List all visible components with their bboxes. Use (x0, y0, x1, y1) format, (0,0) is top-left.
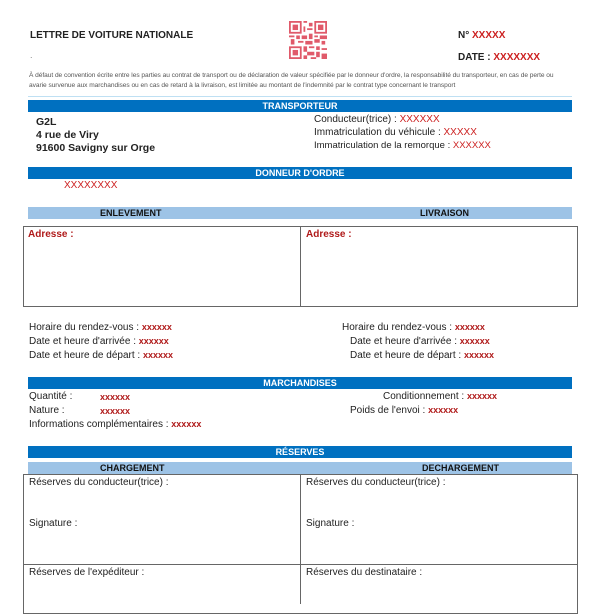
transporteur-heading: TRANSPORTEUR (28, 100, 572, 112)
driver-label: Conducteur(trice) : (314, 114, 397, 125)
divider (28, 96, 572, 97)
trailer-label: Immatriculation de la remorque : (314, 140, 451, 151)
weight-field (350, 405, 458, 416)
delivery-address-label[interactable]: Adresse : (306, 229, 352, 240)
pickup-rdv-label: Horaire du rendez-vous : (29, 322, 140, 333)
weight-value[interactable]: xxxxxx (428, 405, 459, 415)
disclaimer-line-1: À défaut de convention écrite entre les parties au contrat de transport ou de déclaration de valeur spécifiée par le donneur d'ordre, la responsabilité du transporteur, en cas de perte ou (29, 72, 554, 79)
delivery-departure-label: Date et heure de départ : (350, 350, 462, 361)
info-value[interactable]: xxxxxx (171, 419, 202, 429)
document-title: LETTRE DE VOITURE NATIONALE (30, 30, 194, 41)
qr-code-icon (289, 21, 327, 59)
reserves-row-divider (23, 564, 578, 565)
pickup-departure-label: Date et heure de départ : (29, 350, 141, 361)
trailer-field (314, 140, 491, 151)
nature-label: Nature : (29, 405, 65, 416)
document-date (458, 52, 540, 63)
chargement-heading: CHARGEMENT (100, 463, 165, 473)
packaging-field (383, 391, 497, 402)
reserves-subheader (28, 462, 572, 474)
pickup-arrival-value[interactable]: xxxxxx (138, 336, 169, 346)
delivery-rdv-label: Horaire du rendez-vous : (342, 322, 453, 333)
info-label: Informations complémentaires : (29, 419, 169, 430)
unloading-signature[interactable]: Signature : (306, 518, 355, 529)
pickup-arrival (29, 336, 169, 347)
date-label: DATE : (458, 52, 491, 63)
pickup-departure (29, 350, 173, 361)
number-label: N° (458, 30, 470, 41)
trailer-value[interactable]: XXXXXX (452, 140, 491, 151)
driver-value[interactable]: XXXXXX (399, 114, 440, 125)
delivery-rdv-value[interactable]: xxxxxx (454, 322, 485, 332)
donneur-value[interactable]: XXXXXXXX (64, 180, 118, 191)
info-field (29, 419, 201, 430)
document-number (458, 30, 505, 41)
delivery-arrival-value[interactable]: xxxxxx (459, 336, 490, 346)
delivery-rdv (342, 322, 485, 333)
reserves-divider (300, 474, 301, 604)
vehicle-value[interactable]: XXXXX (443, 127, 477, 138)
disclaimer (29, 71, 579, 91)
quantity-label: Quantité : (29, 391, 73, 402)
unloading-driver-reserves[interactable]: Réserves du conducteur(trice) : (306, 477, 446, 488)
quantity-value[interactable]: xxxxxx (100, 392, 131, 402)
weight-label: Poids de l'envoi : (350, 405, 426, 416)
carrier-name: G2L (36, 116, 57, 128)
packaging-label: Conditionnement : (383, 391, 465, 402)
recipient-reserves[interactable]: Réserves du destinataire : (306, 567, 423, 578)
pickup-departure-value[interactable]: xxxxxx (142, 350, 174, 360)
packaging-value[interactable]: xxxxxx (466, 391, 497, 401)
vehicle-label: Immatriculation du véhicule : (314, 127, 441, 138)
driver-field (314, 114, 440, 125)
delivery-arrival-label: Date et heure d'arrivée : (350, 336, 457, 347)
delivery-arrival (350, 336, 490, 347)
livraison-heading: LIVRAISON (420, 208, 470, 218)
pickup-rdv-value[interactable]: xxxxxx (141, 322, 172, 332)
pickup-delivery-header (28, 207, 572, 219)
disclaimer-line-2: avarie survenue aux marchandises ou en cas de retard à la livraison, est limitée au montant de l'indemnité par le contrat type concernant le transport (29, 82, 456, 89)
carrier-street: 4 rue de Viry (36, 129, 99, 141)
sender-reserves[interactable]: Réserves de l'expéditeur : (29, 567, 145, 578)
nature-value[interactable]: xxxxxx (100, 406, 131, 416)
donneur-heading: DONNEUR D'ORDRE (28, 167, 572, 179)
number-value[interactable]: XXXXX (472, 30, 506, 41)
delivery-departure-value[interactable]: xxxxxx (463, 350, 495, 360)
delivery-departure (350, 350, 494, 361)
pickup-address-label[interactable]: Adresse : (28, 229, 74, 240)
reserves-heading: RÉSERVES (28, 446, 572, 458)
loading-signature[interactable]: Signature : (29, 518, 78, 529)
date-value[interactable]: XXXXXXX (493, 52, 541, 63)
marchandises-heading: MARCHANDISES (28, 377, 572, 389)
address-divider (300, 226, 301, 307)
vehicle-field (314, 127, 477, 138)
pickup-rdv (29, 322, 172, 333)
carrier-city: 91600 Savigny sur Orge (36, 142, 156, 154)
loading-driver-reserves[interactable]: Réserves du conducteur(trice) : (29, 477, 169, 488)
pickup-arrival-label: Date et heure d'arrivée : (29, 336, 136, 347)
header-dot: . (30, 50, 33, 60)
dechargement-heading: DECHARGEMENT (422, 463, 500, 473)
enlevement-heading: ENLEVEMENT (100, 208, 162, 218)
